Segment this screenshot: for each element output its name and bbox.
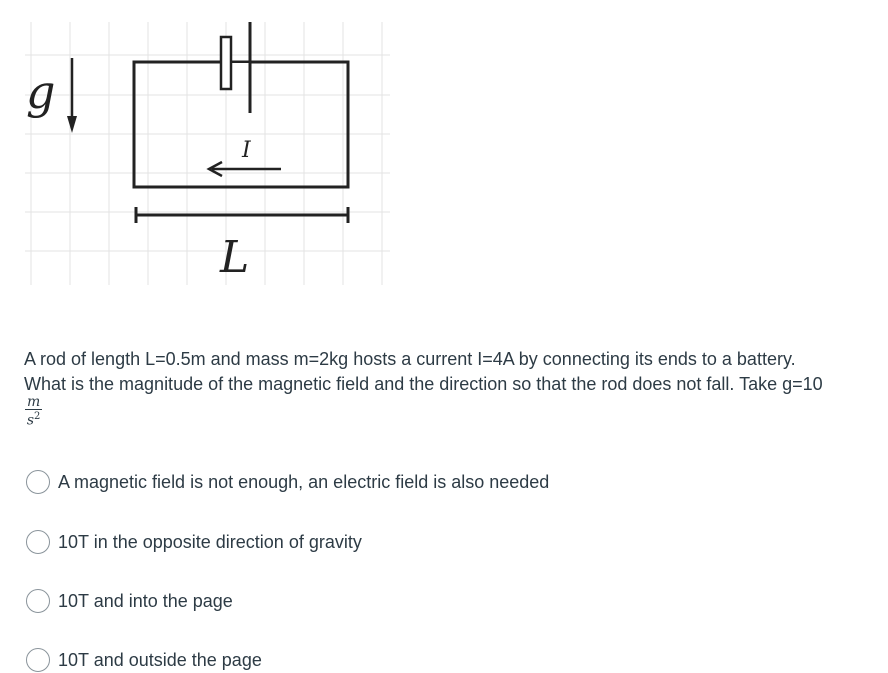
answer-option-1[interactable]: A magnetic field is not enough, an electric field is also needed [26,469,549,495]
circuit-diagram [0,0,400,300]
current-label: I [242,138,251,163]
battery-negative-plate [221,37,231,89]
answer-option-3[interactable]: 10T and into the page [26,588,233,614]
radio-button[interactable] [26,530,50,554]
answer-option-4[interactable]: 10T and outside the page [26,647,262,673]
gravity-label: g [26,65,56,119]
radio-button[interactable] [26,648,50,672]
answer-option-2[interactable]: 10T in the opposite direction of gravity [26,529,362,555]
length-label: L [220,232,250,283]
question-text: A rod of length L=0.5m and mass m=2kg hosts a current I=4A by connecting its ends to a battery. What is the magnitude of the magnetic field and the direction so that the rod does not fall. Take g=10 $\frac{m}{s^2}$ [24,349,823,429]
current-arrow-icon [209,162,281,176]
unit-fraction: $\frac{m}{s^2}$ [26,394,41,429]
length-bar [136,207,348,223]
radio-button[interactable] [26,589,50,613]
radio-button[interactable] [26,470,50,494]
